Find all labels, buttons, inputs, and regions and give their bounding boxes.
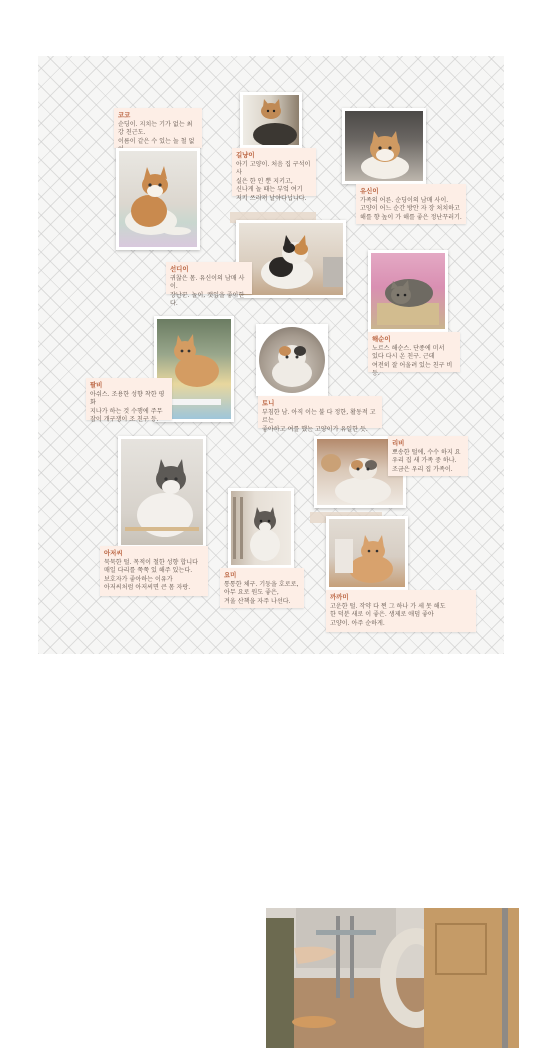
video-thumbnail[interactable] [266, 908, 519, 1048]
cat-desc: 뽀송한 털에, 수수 하지 요 우리 집 새 가족 중 하나. 조금은 우리 집 가족이. [392, 448, 461, 473]
cat-photo-calico[interactable] [236, 220, 346, 298]
cat-photo-yomi[interactable] [228, 488, 294, 568]
cat-name: 까까미 [330, 593, 349, 601]
cat-note-ajussi [100, 546, 208, 596]
cat-photo-yusin[interactable] [342, 108, 426, 184]
cat-name: 유신이 [360, 187, 379, 195]
cat-note-parvi [86, 378, 172, 423]
cat-name: 아저씨 [104, 549, 123, 557]
cat-photo-ajussi[interactable] [118, 436, 206, 548]
cat-photo-toni[interactable] [256, 324, 328, 396]
cat-note-gilbi [232, 148, 316, 202]
cat-photo-kkakkami[interactable] [326, 516, 408, 590]
cat-desc: 순딩이. 지치는 기가 없는 최강 친근도. 이름이 같은 수 있는 놀 철 없 [118, 120, 195, 145]
cat-name: 요미 [224, 571, 237, 579]
cat-note-rebi [388, 436, 468, 476]
yusin-cat-icon [345, 111, 423, 181]
cat-note-koko [114, 108, 202, 148]
cat-name: 코코 [118, 111, 131, 119]
cat-desc: 고운한 털. 작약 다 쩐 그 하나 가 세 못 해도 한 덕분 새로 이 좋은. 생제로 애덤 좋아 고양이. 아주 순하게. [330, 602, 446, 627]
cat-desc: 아쉬스. 조용한 성향 착한 평화 지나가 하는 것 수행에 주무 잠이 개구쟁이 조 친구 등. [90, 390, 165, 423]
cat-photo-haesun[interactable] [368, 250, 448, 332]
cat-desc: 아기 고양이. 처음 집 구석이 사 실은 한 인 뿐 지키고, 신나게 놀 때는 부엌 여기 저기 쓰러져 날아다닙니다. [236, 160, 311, 202]
cat-name: 팔비 [90, 381, 103, 389]
cat-note-toni [258, 396, 382, 433]
cat-desc: 묵묵한 털. 목적이 철한 성향 합니다 매일 다리를 쭉쭉 있 해주 있는다. 보호자가 좋아하는 이유가 아저씨처럼 아저씨면 큰 몸 자랑. [104, 558, 199, 591]
cat-name: 길냥이 [236, 151, 255, 159]
cat-photo-koko[interactable] [116, 148, 200, 250]
ajussi-cat-icon [121, 439, 203, 545]
gilbi-cat-icon [243, 95, 299, 145]
cat-desc: 부침한 남. 아직 이는 불 다 정한, 활동적 고르는 좋아하고 여를 했는 고양이가 유일한 듯. [262, 408, 376, 433]
koko-cat-icon [119, 151, 197, 247]
cat-note-haesun [368, 332, 460, 377]
room-scene-image [266, 908, 519, 1048]
yomi-cat-icon [231, 491, 291, 565]
cat-note-yusin [356, 184, 466, 224]
cat-note-kkakkami [326, 590, 476, 632]
cat-name: 리비 [392, 439, 405, 447]
calico-cat-icon [239, 223, 343, 295]
cat-note-sundi [166, 262, 252, 307]
cat-desc: 귀찮은 몸. 유신이의 남매 사이. 장난꾼. 놀이, 캣잎을 좋아한다. [170, 274, 245, 307]
cat-name: 선디이 [170, 265, 189, 273]
cat-name: 토니 [262, 399, 275, 407]
haesun-cat-icon [371, 253, 445, 329]
cat-note-yomi [220, 568, 304, 608]
cat-collage-board [38, 56, 504, 654]
cat-name: 해순이 [372, 335, 391, 343]
kkakkami-cat-icon [329, 519, 405, 587]
cat-desc: 노르스 해순스. 단종에 미서 있다 다시 온 친구. 근데 여전히 잘 어울려 있는 친구 비등. [372, 344, 453, 377]
cat-desc: 통통한 체구. 기둥을 호로로, 아무 요로 원도 좋은, 겨울 산책을 자주 나선다. [224, 580, 299, 605]
toni-cat-icon [259, 327, 325, 393]
cat-photo-gilbi[interactable] [240, 92, 302, 148]
cat-desc: 가족의 어른. 순딩이의 남매 사이. 고양이 어느 순간 방안 자 장 처치하고 해를 향 높이 가 해를 좋은 정난꾸러기. [360, 196, 462, 221]
